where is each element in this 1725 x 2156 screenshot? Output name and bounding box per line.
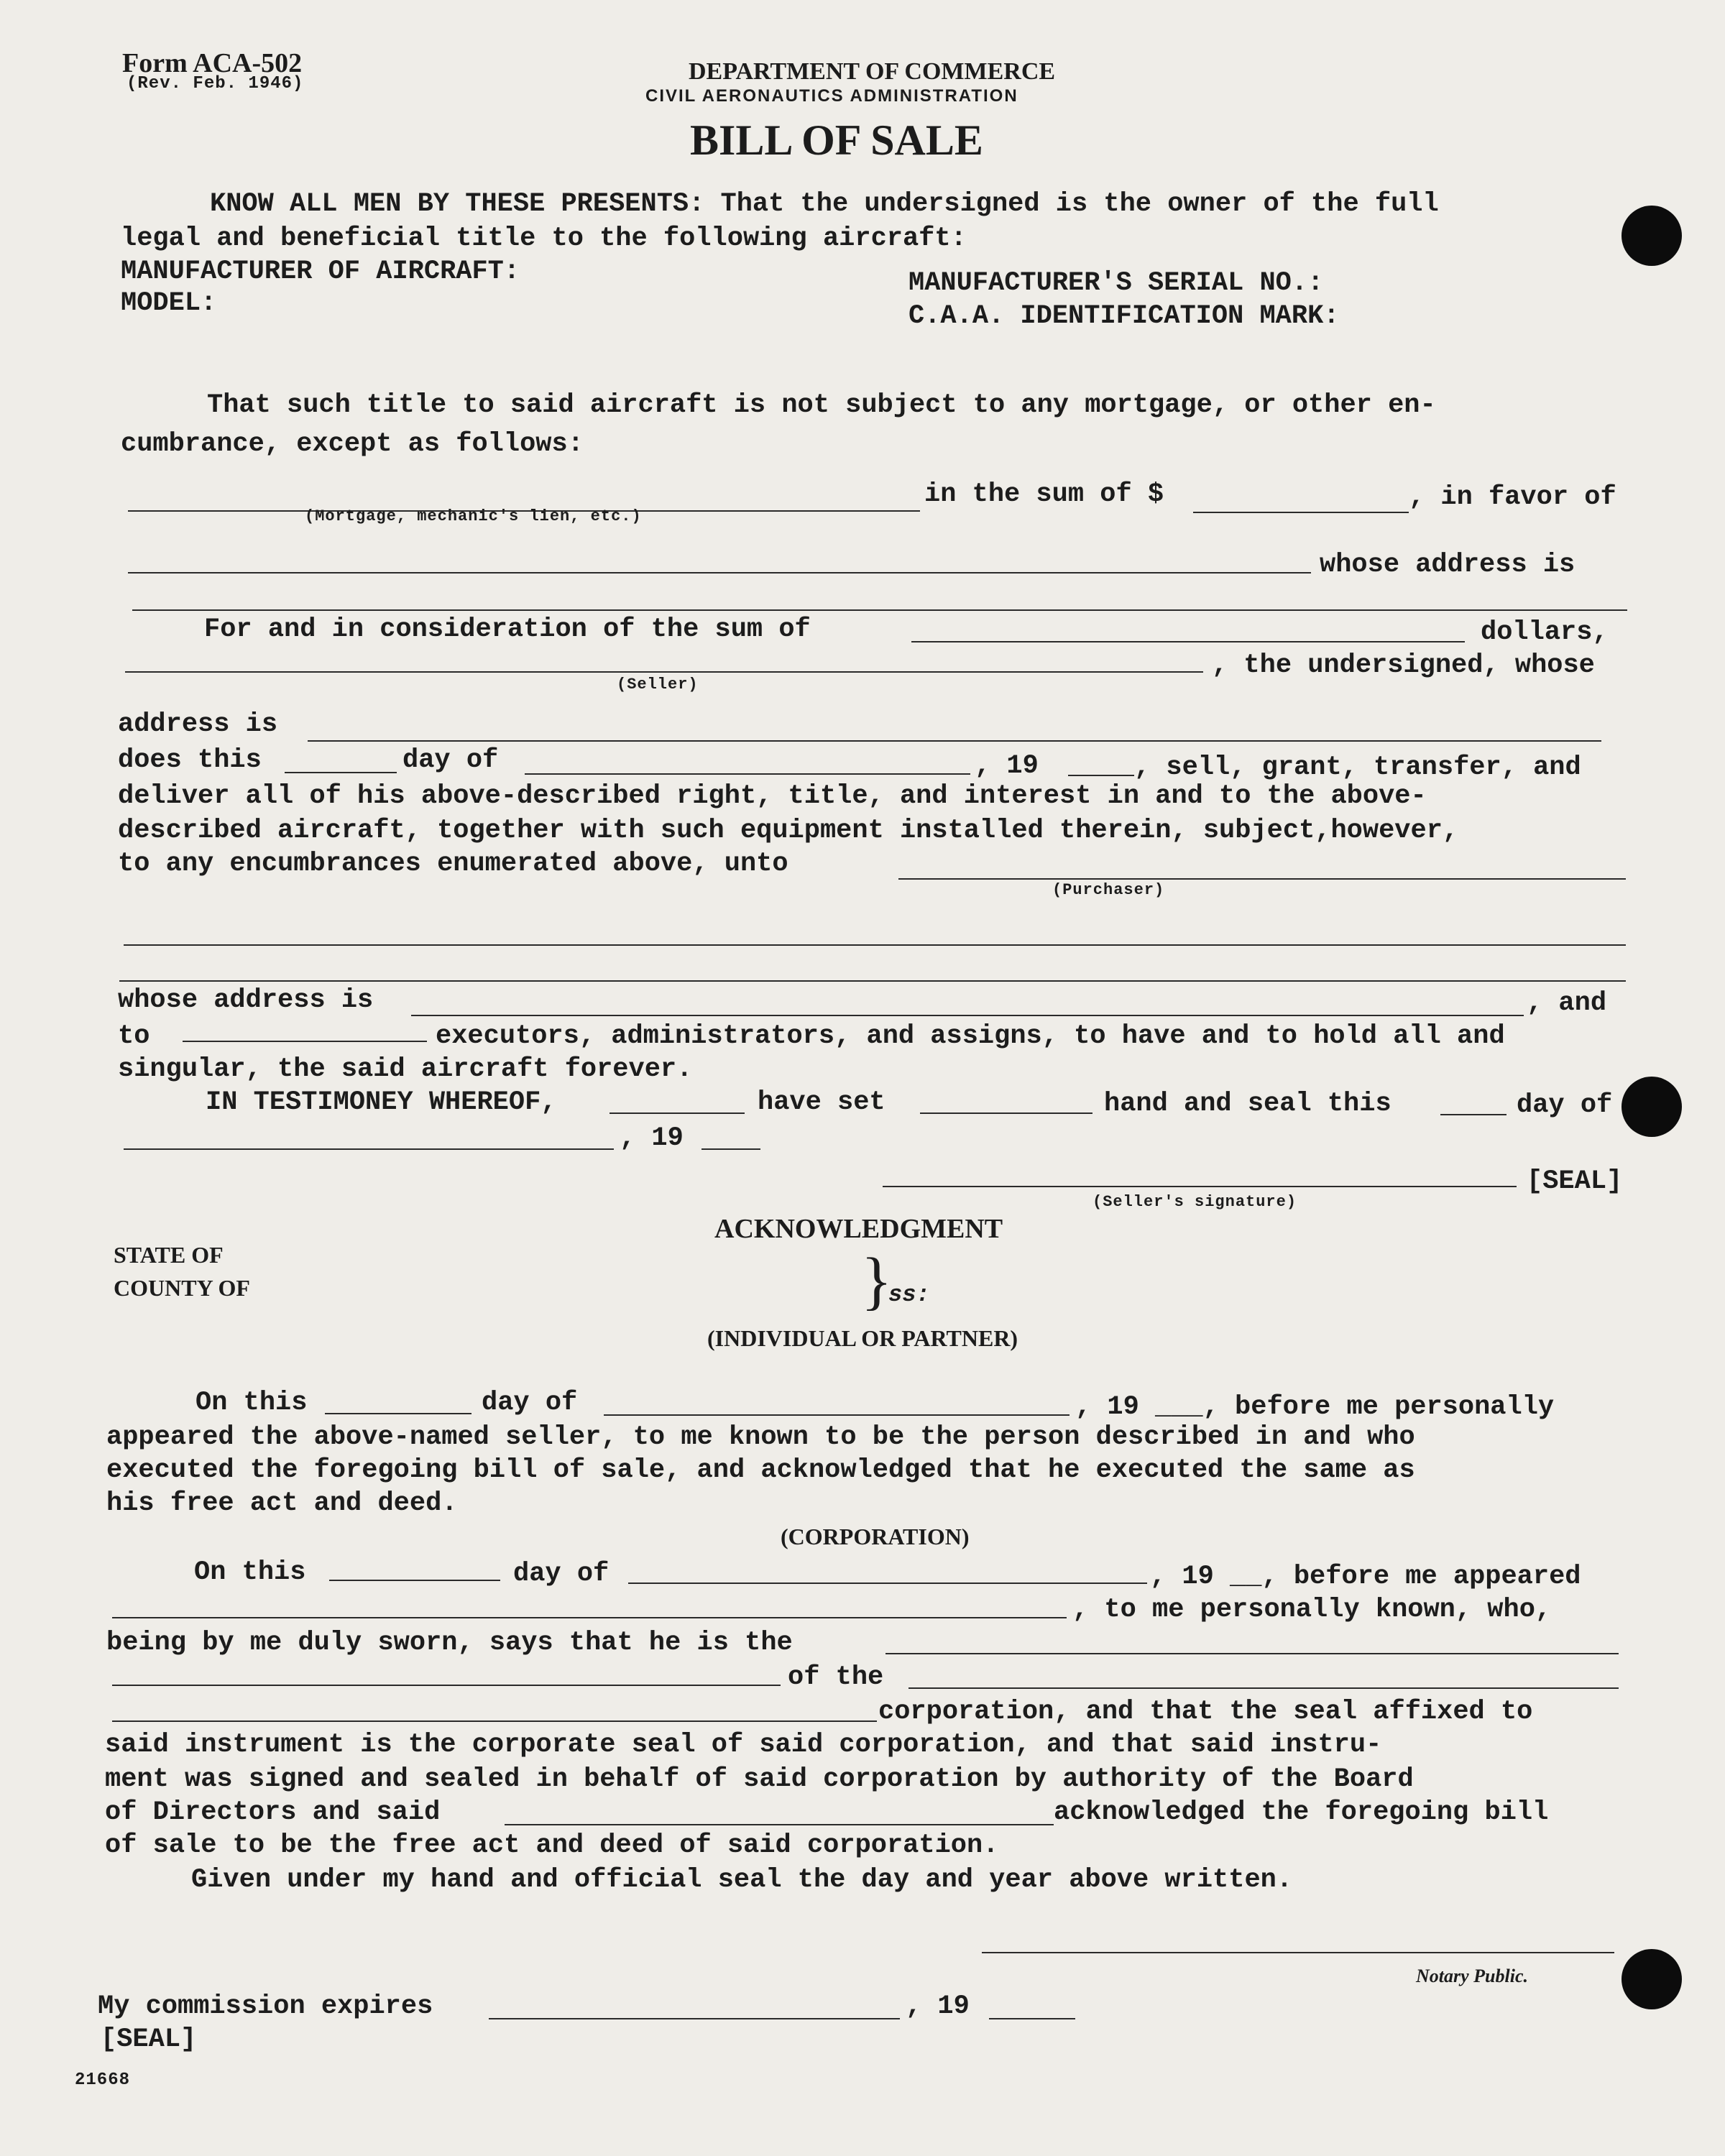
testimony-year-label: , 19 [620, 1123, 684, 1153]
undersigned-label: , the undersigned, whose [1212, 650, 1595, 681]
commission-year-label: , 19 [906, 1991, 970, 2022]
corp-line-4: of sale to be the free act and deed of said corporation. [105, 1830, 999, 1861]
corp-sworn-label: being by me duly sworn, says that he is the [106, 1628, 793, 1658]
model-label: MODEL: [121, 288, 217, 318]
ss-label: ss: [888, 1281, 930, 1308]
seller-address-label: address is [118, 709, 278, 740]
consideration-sum-field[interactable] [911, 641, 1465, 642]
form-revision: (Rev. Feb. 1946) [126, 74, 304, 93]
corp-seal-label: corporation, and that the seal affixed to [878, 1697, 1533, 1727]
serial-label: MANUFACTURER'S SERIAL NO.: [908, 268, 1324, 298]
testimony-party-field[interactable] [610, 1112, 745, 1114]
intro-line-1: KNOW ALL MEN BY THESE PRESENTS: That the undersigned is the owner of the full [210, 189, 1439, 219]
does-this-label: does this [118, 745, 262, 775]
corp-line-3b: acknowledged the foregoing bill [1054, 1797, 1549, 1828]
to-label: to [118, 1021, 150, 1051]
ack-on-this-label: On this [196, 1388, 308, 1418]
intro-line-2: legal and beneficial title to the following aircraft: [121, 224, 967, 254]
corp-known-label: , to me personally known, who, [1072, 1595, 1552, 1625]
sale-day-of-label: day of [402, 745, 499, 775]
purchaser-field-line-3[interactable] [119, 980, 1626, 982]
caa-mark-label: C.A.A. IDENTIFICATION MARK: [908, 301, 1340, 331]
testimony-day-field[interactable] [1440, 1114, 1506, 1115]
and-label: , and [1527, 988, 1607, 1018]
testimony-year-field[interactable] [702, 1148, 760, 1150]
seller-address-field[interactable] [308, 740, 1601, 742]
deliver-line: deliver all of his above-described right, title, and interest in and to the above- [118, 781, 1427, 811]
unto-line: to any encumbrances enumerated above, unto [118, 849, 788, 879]
testimony-label: IN TESTIMONEY WHEREOF, [206, 1087, 557, 1118]
corp-before-label: , 19 __, before me appeared [1150, 1562, 1581, 1592]
signature-caption: (Seller's signature) [1092, 1193, 1297, 1211]
commission-year-field[interactable] [989, 2018, 1075, 2019]
administration-name: CIVIL AERONAUTICS ADMINISTRATION [645, 86, 1018, 106]
punch-hole-top [1622, 206, 1682, 266]
testimony-pronoun-field[interactable] [920, 1112, 1092, 1114]
corporation-heading: (CORPORATION) [781, 1524, 970, 1549]
ack-day-of-label: day of [482, 1388, 578, 1418]
commission-label: My commission expires [98, 1991, 433, 2022]
mortgage-caption: (Mortgage, mechanic's lien, etc.) [305, 507, 642, 525]
dollars-label: dollars, [1481, 617, 1609, 648]
purchaser-address-label: whose address is [118, 985, 374, 1015]
sale-day-field[interactable] [285, 772, 397, 773]
corp-title-field-2[interactable] [112, 1685, 781, 1686]
seller-caption: (Seller) [617, 676, 699, 694]
encumbrance-line-1: That such title to said aircraft is not subject to any mortgage, or other en- [207, 390, 1436, 420]
testimony-day-of-label: day of [1517, 1090, 1613, 1120]
corp-line-2: ment was signed and sealed in behalf of said corporation by authority of the Board [105, 1764, 1414, 1795]
punch-hole-bottom [1622, 1949, 1682, 2009]
corp-day-of-label: day of [513, 1559, 610, 1589]
sale-year-label: , 19 [975, 751, 1039, 781]
hand-seal-label: hand and seal this [1104, 1089, 1392, 1119]
ack-line-4: his free act and deed. [106, 1488, 458, 1519]
venue-brace: } [861, 1245, 893, 1317]
testimony-month-field[interactable] [124, 1148, 614, 1150]
corp-day-field[interactable] [329, 1580, 500, 1581]
mortgage-sum-field[interactable] [1193, 512, 1409, 513]
corp-name-field[interactable] [908, 1687, 1619, 1689]
in-favor-label: , in favor of [1409, 482, 1616, 512]
seller-seal-label: [SEAL] [1527, 1166, 1623, 1197]
notary-seal-label: [SEAL] [101, 2024, 197, 2055]
ack-before-label: , 19 ___, before me personally [1075, 1392, 1555, 1422]
corp-line-3a: of Directors and said [105, 1797, 441, 1828]
mortgagee-address-label: whose address is [1320, 550, 1576, 580]
seller-signature-field[interactable] [883, 1186, 1517, 1187]
encumbrance-line-2: cumbrance, except as follows: [121, 429, 584, 459]
department-name: DEPARTMENT OF COMMERCE [689, 58, 1056, 85]
purchaser-field-line-2[interactable] [124, 944, 1626, 946]
executors-line: executors, administrators, and assigns, to have and to hold all and [436, 1021, 1505, 1051]
individual-heading: (INDIVIDUAL OR PARTNER) [707, 1325, 1018, 1351]
commission-date-field[interactable] [489, 2018, 900, 2019]
notary-signature-field[interactable] [982, 1952, 1614, 1953]
mortgagee-address-field[interactable] [132, 609, 1627, 611]
print-number: 21668 [75, 2070, 131, 2090]
corp-of-the-label: of the [788, 1662, 884, 1692]
described-line: described aircraft, together with such equipment installed therein, subject,however, [118, 816, 1459, 846]
notary-label: Notary Public. [1416, 1966, 1528, 1986]
ack-day-field[interactable] [325, 1413, 472, 1414]
document-title: BILL OF SALE [690, 116, 983, 164]
consideration-label: For and in consideration of the sum of [204, 614, 811, 645]
corp-name-field-2[interactable] [112, 1720, 877, 1722]
ack-line-3: executed the foregoing bill of sale, and acknowledged that he executed the same as [106, 1455, 1415, 1485]
have-set-label: have set [758, 1087, 886, 1118]
form-number: Form ACA-502 [122, 48, 303, 78]
sell-grant-label: , sell, grant, transfer, and [1134, 752, 1581, 783]
corp-month-field[interactable] [628, 1583, 1147, 1584]
given-line: Given under my hand and official seal the day and year above written. [191, 1865, 1293, 1895]
ack-month-field[interactable] [604, 1414, 1070, 1416]
sale-month-field[interactable] [525, 773, 970, 775]
mortgagee-field[interactable] [128, 572, 1311, 573]
corp-person-field[interactable] [112, 1617, 1067, 1618]
punch-hole-middle [1622, 1077, 1682, 1137]
seller-name-field[interactable] [125, 671, 1203, 673]
manufacturer-label: MANUFACTURER OF AIRCRAFT: [121, 257, 520, 287]
singular-line: singular, the said aircraft forever. [118, 1054, 693, 1084]
ack-line-2: appeared the above-named seller, to me known to be the person described in and who [106, 1422, 1415, 1452]
sum-of-label: in the sum of $ [924, 479, 1164, 510]
sale-year-field[interactable] [1068, 775, 1134, 776]
corp-line-1: said instrument is the corporate seal of said corporation, and that said instru- [105, 1730, 1382, 1760]
state-of-label: STATE OF [114, 1242, 224, 1268]
corp-on-this-label: On this [194, 1557, 306, 1588]
county-of-label: COUNTY OF [114, 1275, 250, 1301]
acknowledgment-heading: ACKNOWLEDGMENT [714, 1214, 1003, 1244]
purchaser-address-field[interactable] [411, 1015, 1524, 1016]
corp-officer-field[interactable] [505, 1824, 1054, 1825]
purchaser-field[interactable] [898, 878, 1626, 880]
assigns-field[interactable] [183, 1041, 427, 1042]
purchaser-caption: (Purchaser) [1052, 881, 1165, 899]
corp-title-field[interactable] [886, 1653, 1619, 1654]
